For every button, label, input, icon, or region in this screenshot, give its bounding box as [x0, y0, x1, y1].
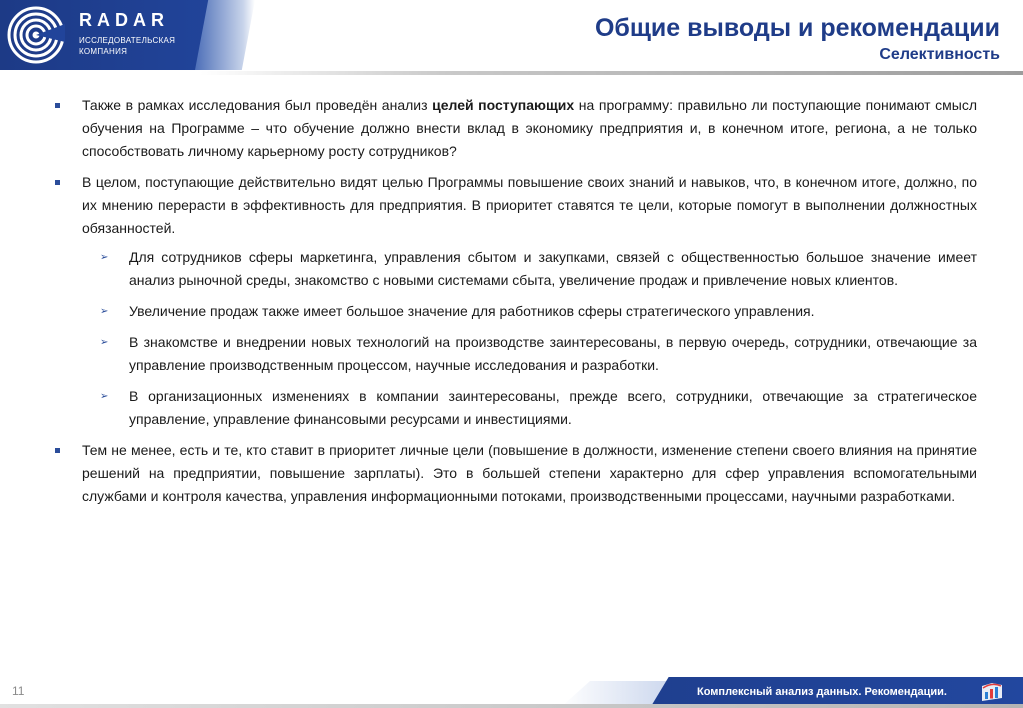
sub-bullet-text: В организационных изменениях в компании заинтересованы, прежде всего, сотрудники, отвечающие за стратегическое управление, управление финансовыми ресурсами и инвестициями.: [129, 388, 977, 427]
bullet-text: Также в рамках исследования был проведён анализ: [82, 97, 433, 113]
sub-bullet-text: Для сотрудников сферы маркетинга, управления сбытом и закупками, связей с общественностью большое значение имеет анализ рыночной среды, знакомство с новыми системами сбыта, увеличение продаж и привлечение новых клиентов.: [129, 249, 977, 288]
bullet-item-personal-goals: [55, 439, 977, 508]
brand-subtitle: [79, 35, 199, 57]
bullet-text-emphasis: целей поступающих: [432, 97, 575, 113]
page-title: Общие выводы и рекомендации: [594, 14, 1000, 42]
main-bullet-list: [55, 94, 977, 508]
brand-subtitle-line2: КОМПАНИЯ: [79, 47, 128, 56]
square-bullet-icon: [55, 180, 60, 185]
brand-name: RADAR: [79, 10, 169, 30]
arrow-bullet-icon: ➢: [100, 391, 109, 402]
bullet-item-program-goals: [55, 171, 977, 431]
sub-bullet-item: [82, 385, 977, 431]
chart-report-icon: [979, 680, 1005, 704]
square-bullet-icon: [55, 103, 60, 108]
bullet-text: Тем не менее, есть и те, кто ставит в приоритет личные цели (повышение в должности, изменение степени своего влияния на принятие решений на предприятии, повышение зарплаты). Это в большей степени характерно для сфер управления вспомогательными службами и контроля качества, управления информационными потоками, производственными процессами, научными разработками.: [82, 442, 977, 504]
sub-bullet-list: [82, 246, 977, 431]
slide-body: [55, 94, 977, 516]
bullet-text: на программу: правильно ли поступающие понимают смысл обучения на Программе – что обучение должно внести вклад в экономику предприятия и, в конечном итоге, региона, а не только способствовать личному карьерному росту сотрудников?: [82, 97, 978, 159]
bullet-item-goals-analysis: [55, 94, 977, 163]
header-divider: [200, 71, 1023, 75]
sub-bullet-item: [82, 300, 977, 323]
sub-bullet-text: В знакомстве и внедрении новых технологий на производстве заинтересованы, в первую очередь, сотрудники, отвечающие за управление производственным процессом, научные исследования и разработки.: [129, 334, 977, 373]
brand-subtitle-line1: ИССЛЕДОВАТЕЛЬСКАЯ: [79, 36, 176, 45]
bottom-divider: [0, 704, 1023, 708]
arrow-bullet-icon: ➢: [100, 306, 109, 317]
radar-logo-icon: [7, 6, 65, 64]
slide-header: [0, 0, 1023, 76]
sub-bullet-item: [82, 246, 977, 292]
footer-caption: Комплексный анализ данных. Рекомендации.: [697, 686, 947, 698]
square-bullet-icon: [55, 448, 60, 453]
arrow-bullet-icon: ➢: [100, 337, 109, 348]
sub-bullet-item: [82, 331, 977, 377]
page-number: 11: [12, 684, 25, 698]
page-subtitle: Селективность: [879, 46, 1000, 63]
bullet-text: В целом, поступающие действительно видят целью Программы повышение своих знаний и навыков, что, в конечном итоге, должно, по их мнению перерасти в эффективность для предприятия. В приоритет ставятся те цели, которые помогут в выполнении должностных обязанностей.: [82, 174, 977, 236]
arrow-bullet-icon: ➢: [100, 252, 109, 263]
sub-bullet-text: Увеличение продаж также имеет большое значение для работников сферы стратегического управления.: [129, 303, 815, 319]
